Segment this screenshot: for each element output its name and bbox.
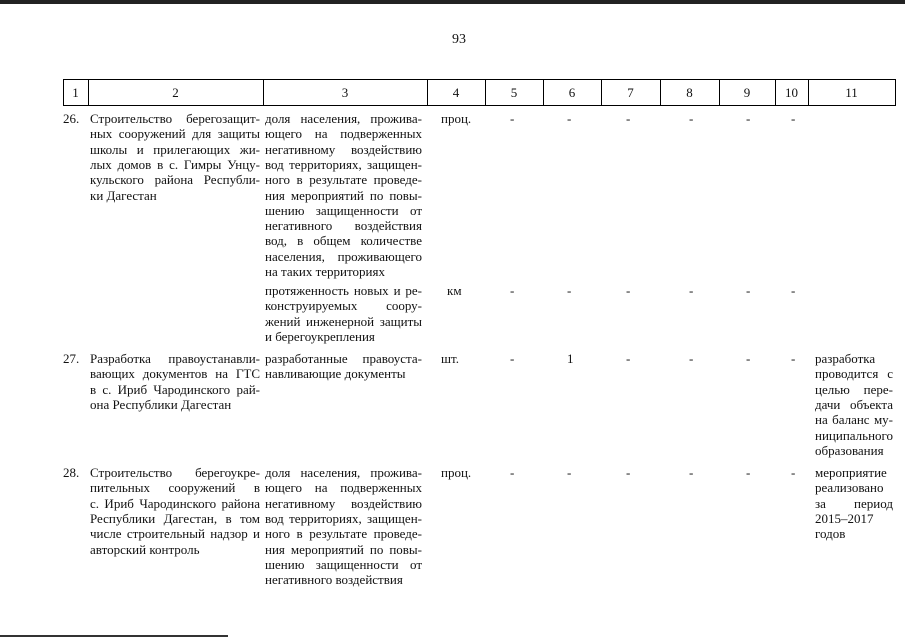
indicator-text: негативному воздействию xyxy=(265,141,422,157)
measure-text: кульского района Республи- xyxy=(90,172,260,188)
year-value: - xyxy=(510,351,515,366)
indicator-text: и берегоукрепления xyxy=(265,328,375,344)
measure-text: она Республики Дагестан xyxy=(90,396,232,412)
year-value: - xyxy=(626,351,631,366)
indicator-text: негативного воздействия xyxy=(265,218,422,234)
top-scan-border xyxy=(0,0,905,4)
year-value: - xyxy=(689,283,694,298)
unit-of-measure: проц. xyxy=(441,465,472,480)
year-value: - xyxy=(746,283,751,298)
note-text: на баланс му- xyxy=(815,412,893,428)
measure-text: ки Дагестан xyxy=(90,187,157,203)
measure-text: Строительство берегоукре- xyxy=(90,465,260,480)
measure-text: с. Ириб Чародинского района xyxy=(90,495,260,511)
measure-text: пительных сооружений в xyxy=(90,480,260,496)
year-value: - xyxy=(510,283,515,298)
measure-text: лых домов в с. Гимры Унцу- xyxy=(90,156,260,172)
indicator-text: доля населения, прожива- xyxy=(265,111,422,126)
indicator-text: ющего на подверженных xyxy=(265,480,422,496)
indicator-text: ния мероприятий по повы- xyxy=(265,187,422,203)
indicator-text: ного в результате проведе- xyxy=(265,526,422,542)
header-column-divider xyxy=(895,79,896,106)
note-text: годов xyxy=(815,526,846,542)
indicator-text: на таких территориях xyxy=(265,264,385,279)
indicator-text: населения, проживающего xyxy=(265,248,422,264)
indicator-text: разработанные правоуста- xyxy=(265,351,422,366)
indicator-text: вод территориях, защищен- xyxy=(265,156,422,172)
note-text: 2015–2017 xyxy=(815,510,874,526)
year-value: - xyxy=(791,283,796,298)
note-text: целью пере- xyxy=(815,381,893,397)
year-value: - xyxy=(510,465,515,480)
column-header: 2 xyxy=(172,85,179,100)
note-text: проводится с xyxy=(815,366,893,382)
column-header: 6 xyxy=(568,85,576,100)
note-text: разработка xyxy=(815,351,876,366)
column-header: 11 xyxy=(845,85,858,100)
year-value: - xyxy=(689,465,694,480)
indicator-text: шению защищенности от xyxy=(265,202,422,218)
column-header: 5 xyxy=(510,85,518,100)
indicator-text: шению защищенности от xyxy=(265,556,422,572)
measure-text: вающих документов на ГТС xyxy=(90,366,260,382)
column-header: 8 xyxy=(686,85,693,100)
indicator-text: ющего на подверженных xyxy=(265,126,422,142)
year-value: - xyxy=(746,465,751,480)
year-value: - xyxy=(746,351,751,366)
note-text: дачи объекта xyxy=(815,396,893,412)
column-header: 9 xyxy=(743,85,751,100)
indicator-text: негативному воздействию xyxy=(265,495,422,511)
year-value: - xyxy=(746,111,751,126)
year-value: - xyxy=(626,111,631,126)
row-number: 27. xyxy=(63,351,80,366)
row-number: 26. xyxy=(63,111,80,126)
indicator-text: навливающие документы xyxy=(265,366,406,382)
note-text: за период xyxy=(815,495,893,511)
note-text: образования xyxy=(815,442,884,458)
unit-of-measure: проц. xyxy=(441,111,472,126)
year-value: - xyxy=(689,111,694,126)
indicator-text: конструируемых соору- xyxy=(265,298,422,314)
year-value: - xyxy=(791,465,796,480)
indicator-text: вод территориях, защищен- xyxy=(265,510,422,526)
year-value: - xyxy=(626,283,631,298)
measure-text: ных сооружений для защиты xyxy=(90,126,260,142)
indicator-text: вод, в общем количестве xyxy=(265,233,422,249)
measure-text: Республики Дагестан, в том xyxy=(90,510,260,526)
column-header: 4 xyxy=(452,85,460,100)
note-text: ниципального xyxy=(815,427,894,443)
row-number: 28. xyxy=(63,465,80,480)
page-number: 93 xyxy=(452,32,466,47)
unit-of-measure: шт. xyxy=(441,351,459,366)
measure-text: числе строительный надзор и xyxy=(90,526,260,542)
column-header: 1 xyxy=(72,85,79,100)
year-value: - xyxy=(626,465,631,480)
year-value: - xyxy=(567,111,572,126)
measure-text: в с. Ириб Чародинского рай- xyxy=(90,381,260,397)
year-value: - xyxy=(567,465,572,480)
year-value: - xyxy=(689,351,694,366)
column-header: 7 xyxy=(627,85,634,100)
header-bottom-rule xyxy=(63,105,895,106)
year-value: 1 xyxy=(567,351,574,366)
measure-text: Разработка правоустанавли- xyxy=(90,351,260,366)
year-value: - xyxy=(791,111,796,126)
header-top-rule xyxy=(63,79,895,80)
measure-text: Строительство берегозащит- xyxy=(90,111,260,126)
indicator-text: доля населения, прожива- xyxy=(265,465,422,480)
note-text: реализовано xyxy=(815,480,884,496)
column-header: 3 xyxy=(341,85,349,100)
unit-of-measure: км xyxy=(447,283,462,298)
measure-text: авторский контроль xyxy=(90,541,200,557)
year-value: - xyxy=(791,351,796,366)
note-text: мероприятие xyxy=(815,465,887,480)
measure-text: школы и прилегающих жи- xyxy=(90,141,260,157)
column-header: 10 xyxy=(785,85,798,100)
indicator-text: ного в результате проведе- xyxy=(265,172,422,188)
indicator-text: негативного воздействия xyxy=(265,572,403,588)
indicator-text: ния мероприятий по повы- xyxy=(265,541,422,557)
indicator-text: протяженность новых и ре- xyxy=(265,283,422,298)
indicator-text: жений инженерной защиты xyxy=(265,313,422,329)
year-value: - xyxy=(510,111,515,126)
footnote-rule xyxy=(0,635,228,637)
year-value: - xyxy=(567,283,572,298)
